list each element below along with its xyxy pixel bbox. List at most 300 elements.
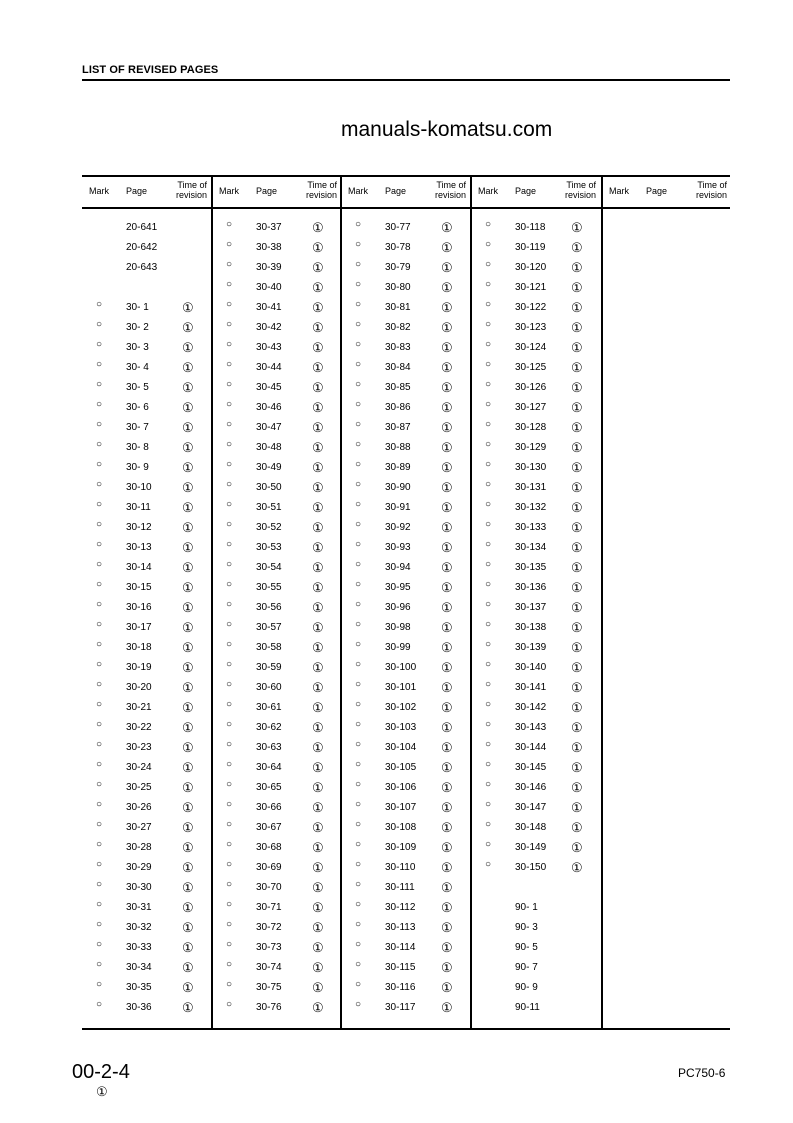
revision-number: ① <box>571 220 583 235</box>
revision-mark: ○ <box>226 419 233 430</box>
revision-number: ① <box>441 320 453 335</box>
header-mark: Mark <box>478 186 498 196</box>
revision-mark: ○ <box>485 639 492 650</box>
revision-number: ① <box>571 460 583 475</box>
table-row <box>471 1002 600 1022</box>
revision-mark: ○ <box>96 759 103 770</box>
page-cell: 30-96 <box>385 602 411 613</box>
revision-mark: ○ <box>485 359 492 370</box>
revision-mark: ○ <box>355 679 362 690</box>
revision-number: ① <box>312 300 324 315</box>
revision-number: ① <box>441 1000 453 1015</box>
page-cell: 30-80 <box>385 282 411 293</box>
revision-mark: ○ <box>485 379 492 390</box>
revision-number: ① <box>182 1000 194 1015</box>
page-cell: 30-29 <box>126 862 152 873</box>
revision-mark: ○ <box>96 799 103 810</box>
page-cell: 20-642 <box>126 242 158 253</box>
page-cell: 30- 3 <box>126 342 149 353</box>
revision-mark: ○ <box>485 439 492 450</box>
page-cell: 30-28 <box>126 842 152 853</box>
page-cell: 30-20 <box>126 682 152 693</box>
revision-number: ① <box>441 700 453 715</box>
revision-mark: ○ <box>485 419 492 430</box>
revision-number: ① <box>182 660 194 675</box>
page-cell: 30-62 <box>256 722 282 733</box>
page-cell: 30-24 <box>126 762 152 773</box>
page-cell: 30-111 <box>385 882 415 893</box>
revision-number: ① <box>441 840 453 855</box>
header-mark: Mark <box>609 186 629 196</box>
page-cell: 30-10 <box>126 482 152 493</box>
revision-number: ① <box>312 960 324 975</box>
revision-mark: ○ <box>226 219 233 230</box>
revision-mark: ○ <box>226 939 233 950</box>
revision-mark: ○ <box>485 519 492 530</box>
page-cell: 30-86 <box>385 402 411 413</box>
revision-number: ① <box>441 540 453 555</box>
revision-number: ① <box>571 620 583 635</box>
revision-mark: ○ <box>226 519 233 530</box>
revision-number: ① <box>571 840 583 855</box>
page-cell: 30-77 <box>385 222 411 233</box>
revision-mark: ○ <box>355 219 362 230</box>
page-cell: 30-81 <box>385 302 411 313</box>
revision-mark: ○ <box>355 459 362 470</box>
revision-mark: ○ <box>226 339 233 350</box>
revision-mark: ○ <box>226 579 233 590</box>
revision-mark: ○ <box>226 719 233 730</box>
revision-number: ① <box>182 460 194 475</box>
revision-number: ① <box>312 500 324 515</box>
revision-number: ① <box>441 600 453 615</box>
revision-number: ① <box>571 760 583 775</box>
revision-number: ① <box>312 800 324 815</box>
revision-mark: ○ <box>355 619 362 630</box>
page-cell: 30-79 <box>385 262 411 273</box>
revision-number: ① <box>182 400 194 415</box>
revision-mark: ○ <box>96 959 103 970</box>
page-cell: 30-40 <box>256 282 282 293</box>
page-cell: 30-60 <box>256 682 282 693</box>
page-cell: 30-65 <box>256 782 282 793</box>
page-cell: 30-132 <box>515 502 547 513</box>
page-cell: 30-139 <box>515 642 547 653</box>
revision-number: ① <box>571 280 583 295</box>
revision-mark: ○ <box>226 299 233 310</box>
revision-number: ① <box>441 960 453 975</box>
revision-mark: ○ <box>96 419 103 430</box>
page-cell: 30-26 <box>126 802 152 813</box>
revision-number: ① <box>441 760 453 775</box>
revision-mark: ○ <box>226 699 233 710</box>
revision-number: ① <box>312 440 324 455</box>
revision-mark: ○ <box>485 279 492 290</box>
revision-number: ① <box>312 740 324 755</box>
header-page: Page <box>515 186 537 196</box>
page-cell: 30-135 <box>515 562 547 573</box>
revision-mark: ○ <box>96 639 103 650</box>
table-row <box>471 942 600 962</box>
page-cell: 30-58 <box>256 642 282 653</box>
revision-number: ① <box>182 540 194 555</box>
revision-number: ① <box>441 680 453 695</box>
page-cell: 30-93 <box>385 542 411 553</box>
revision-mark: ○ <box>355 599 362 610</box>
page-cell: 30-43 <box>256 342 282 353</box>
revision-number: ① <box>182 300 194 315</box>
revision-number: ① <box>441 820 453 835</box>
page-cell: 30-127 <box>515 402 547 413</box>
revision-mark: ○ <box>355 399 362 410</box>
revision-number: ① <box>571 820 583 835</box>
revision-number: ① <box>441 740 453 755</box>
page-cell: 30- 6 <box>126 402 149 413</box>
page-cell: 30-44 <box>256 362 282 373</box>
page-cell: 30-39 <box>256 262 282 273</box>
revision-number: ① <box>571 400 583 415</box>
page-cell: 30-53 <box>256 542 282 553</box>
page-cell: 30-56 <box>256 602 282 613</box>
page-cell: 30-124 <box>515 342 547 353</box>
page-cell: 30-32 <box>126 922 152 933</box>
revision-number: ① <box>182 340 194 355</box>
page-cell: 30-131 <box>515 482 547 493</box>
page-cell: 30-82 <box>385 322 411 333</box>
page-cell: 30-118 <box>515 222 546 233</box>
page-cell: 30-16 <box>126 602 152 613</box>
page-cell: 30-42 <box>256 322 282 333</box>
revision-number: ① <box>571 700 583 715</box>
page-cell: 30-130 <box>515 462 547 473</box>
revision-mark: ○ <box>96 939 103 950</box>
revision-mark: ○ <box>96 899 103 910</box>
page-cell: 20-641 <box>126 222 158 233</box>
revision-mark: ○ <box>485 459 492 470</box>
revision-mark: ○ <box>226 679 233 690</box>
page-cell: 30-105 <box>385 762 417 773</box>
table-row <box>471 982 600 1002</box>
page-cell: 30-18 <box>126 642 152 653</box>
revision-mark: ○ <box>355 499 362 510</box>
revision-mark: ○ <box>226 979 233 990</box>
page-cell: 30- 5 <box>126 382 149 393</box>
revision-mark: ○ <box>355 479 362 490</box>
revision-mark: ○ <box>96 659 103 670</box>
page-cell: 30-55 <box>256 582 282 593</box>
revision-mark: ○ <box>485 839 492 850</box>
page-cell: 30-129 <box>515 442 547 453</box>
page-cell: 30-14 <box>126 562 152 573</box>
page-cell: 30-74 <box>256 962 282 973</box>
revision-mark: ○ <box>96 319 103 330</box>
revision-number: ① <box>441 260 453 275</box>
revision-number: ① <box>182 640 194 655</box>
revision-mark: ○ <box>355 899 362 910</box>
revision-number: ① <box>571 580 583 595</box>
revision-mark: ○ <box>226 919 233 930</box>
revision-number: ① <box>312 720 324 735</box>
page-cell: 30-128 <box>515 422 547 433</box>
revision-mark: ○ <box>485 319 492 330</box>
revision-mark: ○ <box>355 959 362 970</box>
revision-mark: ○ <box>226 859 233 870</box>
revision-number: ① <box>441 420 453 435</box>
revision-number: ① <box>441 360 453 375</box>
page-cell: 30- 4 <box>126 362 149 373</box>
revision-number: ① <box>182 860 194 875</box>
revision-number: ① <box>441 560 453 575</box>
revision-mark: ○ <box>96 679 103 690</box>
revision-number: ① <box>182 580 194 595</box>
page-cell: 30-36 <box>126 1002 152 1013</box>
page-cell: 30-27 <box>126 822 152 833</box>
page-cell: 30-34 <box>126 962 152 973</box>
revision-number: ① <box>182 780 194 795</box>
column-group <box>212 176 341 1028</box>
page-cell: 30-41 <box>256 302 282 313</box>
page-cell: 30-123 <box>515 322 547 333</box>
page-cell: 30-68 <box>256 842 282 853</box>
table-row <box>471 922 600 942</box>
page-cell: 30-47 <box>256 422 282 433</box>
revision-mark: ○ <box>355 339 362 350</box>
revision-number: ① <box>441 660 453 675</box>
revision-mark: ○ <box>355 259 362 270</box>
revision-number: ① <box>571 500 583 515</box>
page-cell: 30-72 <box>256 922 282 933</box>
header-page: Page <box>256 186 278 196</box>
revision-mark: ○ <box>485 299 492 310</box>
table-row <box>82 242 211 262</box>
page-cell: 30-150 <box>515 862 547 873</box>
model-name: PC750-6 <box>678 1066 726 1080</box>
page-cell: 30-147 <box>515 802 547 813</box>
page-cell: 30-35 <box>126 982 152 993</box>
page-cell: 30-98 <box>385 622 411 633</box>
revision-number: ① <box>571 540 583 555</box>
table-row <box>471 859 600 882</box>
revision-number: ① <box>182 680 194 695</box>
revision-mark: ○ <box>485 819 492 830</box>
page-cell: 30-17 <box>126 622 152 633</box>
revision-mark: ○ <box>485 579 492 590</box>
revision-number: ① <box>312 220 324 235</box>
revision-mark: ○ <box>226 879 233 890</box>
revision-mark: ○ <box>96 919 103 930</box>
revision-number: ① <box>312 900 324 915</box>
revision-mark: ○ <box>485 259 492 270</box>
revision-mark: ○ <box>355 579 362 590</box>
revision-mark: ○ <box>355 299 362 310</box>
revision-number: ① <box>571 740 583 755</box>
revision-mark: ○ <box>96 459 103 470</box>
revision-number: ① <box>182 320 194 335</box>
revision-mark: ○ <box>355 859 362 870</box>
revision-mark: ○ <box>355 799 362 810</box>
revision-mark: ○ <box>355 519 362 530</box>
revision-number: ① <box>182 720 194 735</box>
revision-number: ① <box>441 380 453 395</box>
revision-number: ① <box>182 820 194 835</box>
revision-mark: ○ <box>485 799 492 810</box>
page-cell: 30-133 <box>515 522 547 533</box>
revision-number: ① <box>312 860 324 875</box>
revision-number: ① <box>571 240 583 255</box>
revision-mark: ○ <box>226 799 233 810</box>
revision-number: ① <box>182 980 194 995</box>
page-cell: 30-46 <box>256 402 282 413</box>
header-page: Page <box>126 186 148 196</box>
revision-number: ① <box>441 620 453 635</box>
revision-number: ① <box>312 580 324 595</box>
revision-number: ① <box>312 320 324 335</box>
page-cell: 30- 8 <box>126 442 149 453</box>
page-cell: 30-11 <box>126 502 151 513</box>
revision-mark: ○ <box>355 359 362 370</box>
page-cell: 30-89 <box>385 462 411 473</box>
revision-mark: ○ <box>96 339 103 350</box>
page-cell: 30- 1 <box>126 302 149 313</box>
revision-mark: ○ <box>485 859 492 870</box>
revision-mark: ○ <box>226 499 233 510</box>
page-cell: 30-37 <box>256 222 282 233</box>
revision-number: ① <box>312 680 324 695</box>
revision-mark: ○ <box>226 779 233 790</box>
table-row <box>82 262 211 282</box>
page-cell: 30-90 <box>385 482 411 493</box>
revision-mark: ○ <box>96 719 103 730</box>
revision-mark: ○ <box>96 499 103 510</box>
revision-number: ① <box>312 940 324 955</box>
revision-number: ① <box>182 440 194 455</box>
revision-mark: ○ <box>485 659 492 670</box>
page-cell: 30-114 <box>385 942 416 953</box>
revision-number: ① <box>441 920 453 935</box>
revision-number: ① <box>182 840 194 855</box>
page-cell: 30-99 <box>385 642 411 653</box>
revision-mark: ○ <box>96 999 103 1010</box>
revision-number: ① <box>312 700 324 715</box>
revision-number: ① <box>571 780 583 795</box>
page-title: LIST OF REVISED PAGES <box>82 64 219 76</box>
column-group <box>471 176 600 1028</box>
revision-mark: ○ <box>485 739 492 750</box>
revision-number: ① <box>441 400 453 415</box>
revision-number: ① <box>182 560 194 575</box>
page-cell: 30-142 <box>515 702 547 713</box>
revision-mark: ○ <box>96 779 103 790</box>
revision-number: ① <box>182 740 194 755</box>
header-mark: Mark <box>219 186 239 196</box>
revision-number: ① <box>441 220 453 235</box>
revision-number: ① <box>441 900 453 915</box>
revision-number: ① <box>571 600 583 615</box>
revision-mark: ○ <box>226 639 233 650</box>
revision-mark: ○ <box>226 399 233 410</box>
revision-number: ① <box>441 980 453 995</box>
revision-number: ① <box>182 380 194 395</box>
page-cell: 30-138 <box>515 622 547 633</box>
revision-number: ① <box>571 720 583 735</box>
revision-number: ① <box>571 380 583 395</box>
table-row <box>212 999 341 1022</box>
revision-mark: ○ <box>485 759 492 770</box>
revision-number: ① <box>312 240 324 255</box>
revision-mark: ○ <box>226 819 233 830</box>
page-cell: 30-108 <box>385 822 417 833</box>
page-cell: 20-643 <box>126 262 158 273</box>
table-row <box>471 962 600 982</box>
revision-mark: ○ <box>96 379 103 390</box>
revision-number: ① <box>312 420 324 435</box>
page-cell: 30-115 <box>385 962 416 973</box>
page-cell: 30-149 <box>515 842 547 853</box>
revision-number: ① <box>441 720 453 735</box>
page-cell: 30-71 <box>256 902 282 913</box>
page-cell: 30-141 <box>515 682 547 693</box>
page-cell: 30-140 <box>515 662 547 673</box>
revision-number: ① <box>441 940 453 955</box>
page-cell: 30-116 <box>385 982 416 993</box>
revision-number: ① <box>441 460 453 475</box>
page-cell: 30-48 <box>256 442 282 453</box>
revision-number: ① <box>441 440 453 455</box>
page-cell: 90- 3 <box>515 922 538 933</box>
revision-number: ① <box>182 500 194 515</box>
page-cell: 30-19 <box>126 662 152 673</box>
revision-number: ① <box>571 520 583 535</box>
page-cell: 30-112 <box>385 902 416 913</box>
revision-mark: ○ <box>226 619 233 630</box>
revision-number: ① <box>312 620 324 635</box>
revision-number: ① <box>441 480 453 495</box>
revision-mark: ○ <box>355 239 362 250</box>
revision-number: ① <box>441 640 453 655</box>
revision-number: ① <box>312 260 324 275</box>
page-cell: 30-136 <box>515 582 547 593</box>
page-cell: 30-148 <box>515 822 547 833</box>
revision-mark: ○ <box>485 479 492 490</box>
revision-number: ① <box>182 520 194 535</box>
table-bottom-rule <box>82 1028 730 1030</box>
revision-mark: ○ <box>485 619 492 630</box>
revision-mark: ○ <box>96 299 103 310</box>
revision-number: ① <box>441 880 453 895</box>
page-cell: 30-31 <box>126 902 152 913</box>
revision-mark: ○ <box>96 839 103 850</box>
page-cell: 30-144 <box>515 742 547 753</box>
revision-number: ① <box>571 440 583 455</box>
revision-number: ① <box>571 800 583 815</box>
page-cell: 30-85 <box>385 382 411 393</box>
revision-mark: ○ <box>226 439 233 450</box>
revision-number: ① <box>441 860 453 875</box>
page-cell: 30-84 <box>385 362 411 373</box>
revision-mark: ○ <box>226 379 233 390</box>
revision-mark: ○ <box>485 539 492 550</box>
table-row <box>82 222 211 242</box>
watermark: manuals-komatsu.com <box>341 118 553 141</box>
page-cell: 30-76 <box>256 1002 282 1013</box>
page-cell: 30-70 <box>256 882 282 893</box>
revision-mark: ○ <box>485 719 492 730</box>
revision-number: ① <box>441 520 453 535</box>
revision-number: ① <box>182 880 194 895</box>
revision-number: ① <box>182 700 194 715</box>
page-cell: 30-107 <box>385 802 417 813</box>
page-cell: 30-38 <box>256 242 282 253</box>
